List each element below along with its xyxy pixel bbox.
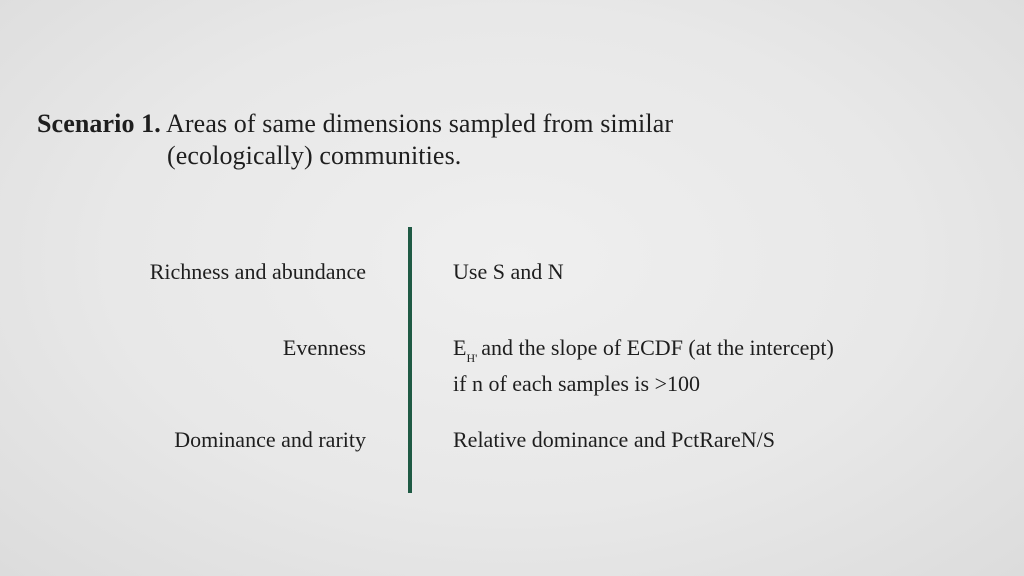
evenness-line-1-rest: and the slope of ECDF (at the intercept) <box>481 335 834 360</box>
slide-heading <box>37 108 673 172</box>
column-divider <box>408 227 412 493</box>
row-label-dominance: Dominance and rarity <box>174 427 366 452</box>
row-value-evenness-line-2: if n of each samples is >100 <box>453 371 701 396</box>
heading-line-2: (ecologically) communities. <box>167 141 462 170</box>
row-value-dominance: Relative dominance and PctRareN/S <box>453 427 775 452</box>
heading-line-1: Areas of same dimensions sampled from similar <box>166 109 674 138</box>
scenario-label: Scenario 1. <box>37 109 161 138</box>
row-label-richness: Richness and abundance <box>149 259 366 284</box>
row-value-richness: Use S and N <box>453 259 564 284</box>
evenness-symbol: E <box>453 335 467 360</box>
row-label-evenness: Evenness <box>282 335 366 360</box>
evenness-subscript: H' <box>466 351 478 365</box>
row-value-evenness-line-1 <box>453 334 834 365</box>
